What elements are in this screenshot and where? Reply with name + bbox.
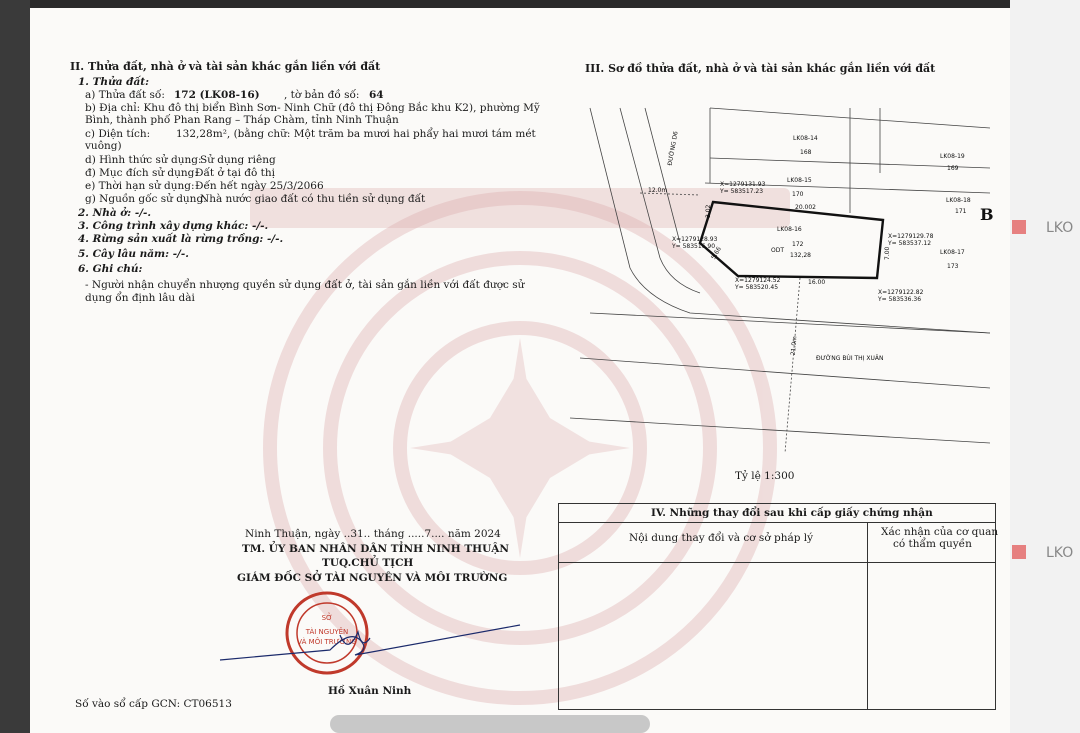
coord-p2y: Y= 583537.12	[888, 240, 932, 247]
certificate-register-number: Số vào sổ cấp GCN: CT06513	[75, 698, 232, 710]
lot-number-173: 173	[947, 263, 959, 270]
date-line: Ninh Thuận, ngày ..31.. tháng .....7.... năm 2024	[245, 528, 501, 540]
scale-label: Tỷ lệ 1:300	[735, 470, 795, 482]
construction-line: 3. Công trình xây dựng khác: -/-.	[78, 220, 269, 232]
svg-text:TÀI NGUYÊN: TÀI NGUYÊN	[305, 628, 349, 636]
usage-form-label: d) Hình thức sử dụng:	[85, 154, 202, 166]
lot-label-lk0818: LK08-18	[946, 197, 971, 204]
map-sheet-value: 64	[369, 89, 384, 101]
changes-table	[558, 503, 999, 710]
site-watermark-bar	[330, 715, 650, 733]
usage-term-label: e) Thời hạn sử dụng:	[85, 180, 195, 192]
usage-term-value: Đến hết ngày 25/3/2066	[195, 180, 324, 192]
land-plot-diagram	[550, 98, 994, 498]
dim-diag: 5.66	[710, 245, 723, 261]
coord-p1y: Y= 583517.23	[720, 188, 764, 195]
north-arrow-icon: B	[980, 205, 994, 224]
note-line2: dụng ổn định lâu dài	[85, 292, 195, 304]
dim-left: 3.02	[705, 204, 712, 218]
coord-p3x: X=1279128.93	[672, 236, 718, 243]
address-line1: b) Địa chỉ: Khu đô thị biển Bình Sơn- Ninh Chữ (đô thị Đông Bắc khu K2), phường Mỹ	[85, 102, 540, 114]
changes-table-header-row	[559, 522, 999, 563]
dim-right: 7.00	[884, 246, 891, 260]
land-heading: 1. Thửa đất:	[78, 76, 150, 88]
column-header-content: Nội dung thay đổi và cơ sở pháp lý	[629, 532, 814, 544]
side-label-top: LKO	[1046, 220, 1074, 236]
notes-heading: 6. Ghi chú:	[78, 263, 143, 275]
column-header-authority-line2: có thẩm quyền	[893, 538, 972, 550]
usage-purpose-value: Đất ở tại đô thị	[195, 167, 276, 179]
section3-heading: III. Sơ đồ thửa đất, nhà ở và tài sản khác gắn liền với đất	[585, 62, 936, 75]
dim-top: 20.002	[795, 204, 816, 211]
coord-p4y: Y= 583520.45	[735, 284, 779, 291]
side-label-bottom: LKO	[1046, 545, 1074, 561]
road-dimension: 21.0m	[789, 335, 799, 356]
area-line2: vuông)	[85, 140, 122, 152]
area-line1: 132,28m², (bằng chữ: Một trăm ba mươi hai phẩy hai mươi tám mét	[176, 128, 536, 140]
side-thumbnail-marker	[1012, 220, 1026, 234]
signing-organization: TM. ỦY BAN NHÂN DÂN TỈNH NINH THUẬN	[242, 543, 509, 555]
note-line1: - Người nhận chuyển nhượng quyền sử dụng đất ở, tài sản gắn liền với đất được sử	[85, 279, 525, 291]
lot-label-lk0819: LK08-19	[940, 153, 965, 160]
section2-heading: II. Thửa đất, nhà ở và tài sản khác gắn liền với đất	[70, 60, 381, 73]
svg-text:SỞ: SỞ	[321, 614, 333, 622]
changes-table-title-row	[559, 504, 995, 523]
forest-line: 4. Rừng sản xuất là rừng trồng: -/-.	[78, 233, 284, 245]
lot-number-169: 169	[947, 165, 959, 172]
svg-text:VÀ MÔI TRƯỜNG: VÀ MÔI TRƯỜNG	[297, 638, 357, 646]
certificate-page	[30, 8, 1010, 733]
origin-value: Nhà nước giao đất có thu tiền sử dụng đất	[200, 193, 426, 205]
usage-form-value: Sử dụng riêng	[200, 154, 276, 166]
origin-label: g) Nguồn gốc sử dụng:	[85, 193, 207, 205]
coord-p5y: Y= 583536.36	[878, 296, 922, 303]
handwritten-signature-icon	[220, 620, 520, 680]
lot-number-170: 170	[792, 191, 804, 198]
lot-number-168: 168	[800, 149, 812, 156]
area-label: c) Diện tích:	[85, 128, 151, 140]
coord-p5x: X=1279122.82	[878, 289, 924, 296]
lot-label-lk0817: LK08-17	[940, 249, 965, 256]
address-line2: Bình, thành phố Phan Rang – Tháp Chàm, tỉnh Ninh Thuận	[85, 114, 399, 126]
lot-label-lk0814: LK08-14	[793, 135, 818, 142]
lot-label-lk0815: LK08-15	[787, 177, 812, 184]
column-header-authority-line1: Xác nhận của cơ quan	[881, 526, 999, 538]
lot-number-label: a) Thửa đất số:	[85, 89, 165, 101]
coord-p1x: X=1279131.93	[720, 181, 766, 188]
lot-label-lk0816: LK08-16	[777, 226, 802, 233]
side-thumbnail-marker	[1012, 545, 1026, 559]
authorization-line: TUQ.CHỦ TỊCH	[322, 557, 414, 569]
coord-p4x: X=1279124.52	[735, 277, 781, 284]
road-width: 12.0m	[648, 187, 668, 194]
background-left	[0, 0, 30, 733]
lot-number-value: 172 (LK08-16)	[174, 89, 260, 101]
road-bui-label: ĐƯỜNG BÙI THỊ XUÂN	[816, 355, 884, 362]
lot-use-code: ODT	[771, 247, 785, 254]
lot-area: 132,28	[790, 252, 811, 259]
trees-line: 5. Cây lâu năm: -/-.	[78, 248, 189, 260]
background-right	[1010, 0, 1080, 733]
coord-p3y: Y= 583516.90	[672, 243, 716, 250]
coord-p2x: X=1279129.78	[888, 233, 934, 240]
dim-bottom: 16.00	[808, 279, 826, 286]
usage-purpose-label: đ) Mục đích sử dụng:	[85, 167, 198, 179]
lot-number-172: 172	[792, 241, 804, 248]
section4-heading: IV. Những thay đổi sau khi cấp giấy chứng nhận	[651, 507, 933, 519]
road-d6-label: ĐƯỜNG D6	[666, 130, 680, 167]
lot-number-171: 171	[955, 208, 967, 215]
map-sheet-label: , tờ bản đồ số:	[284, 89, 360, 101]
signer-name: Hồ Xuân Ninh	[328, 685, 412, 697]
house-line: 2. Nhà ở: -/-.	[78, 207, 152, 219]
signer-title: GIÁM ĐỐC SỞ TÀI NGUYÊN VÀ MÔI TRƯỜNG	[237, 572, 508, 584]
table-column-divider	[867, 522, 868, 709]
